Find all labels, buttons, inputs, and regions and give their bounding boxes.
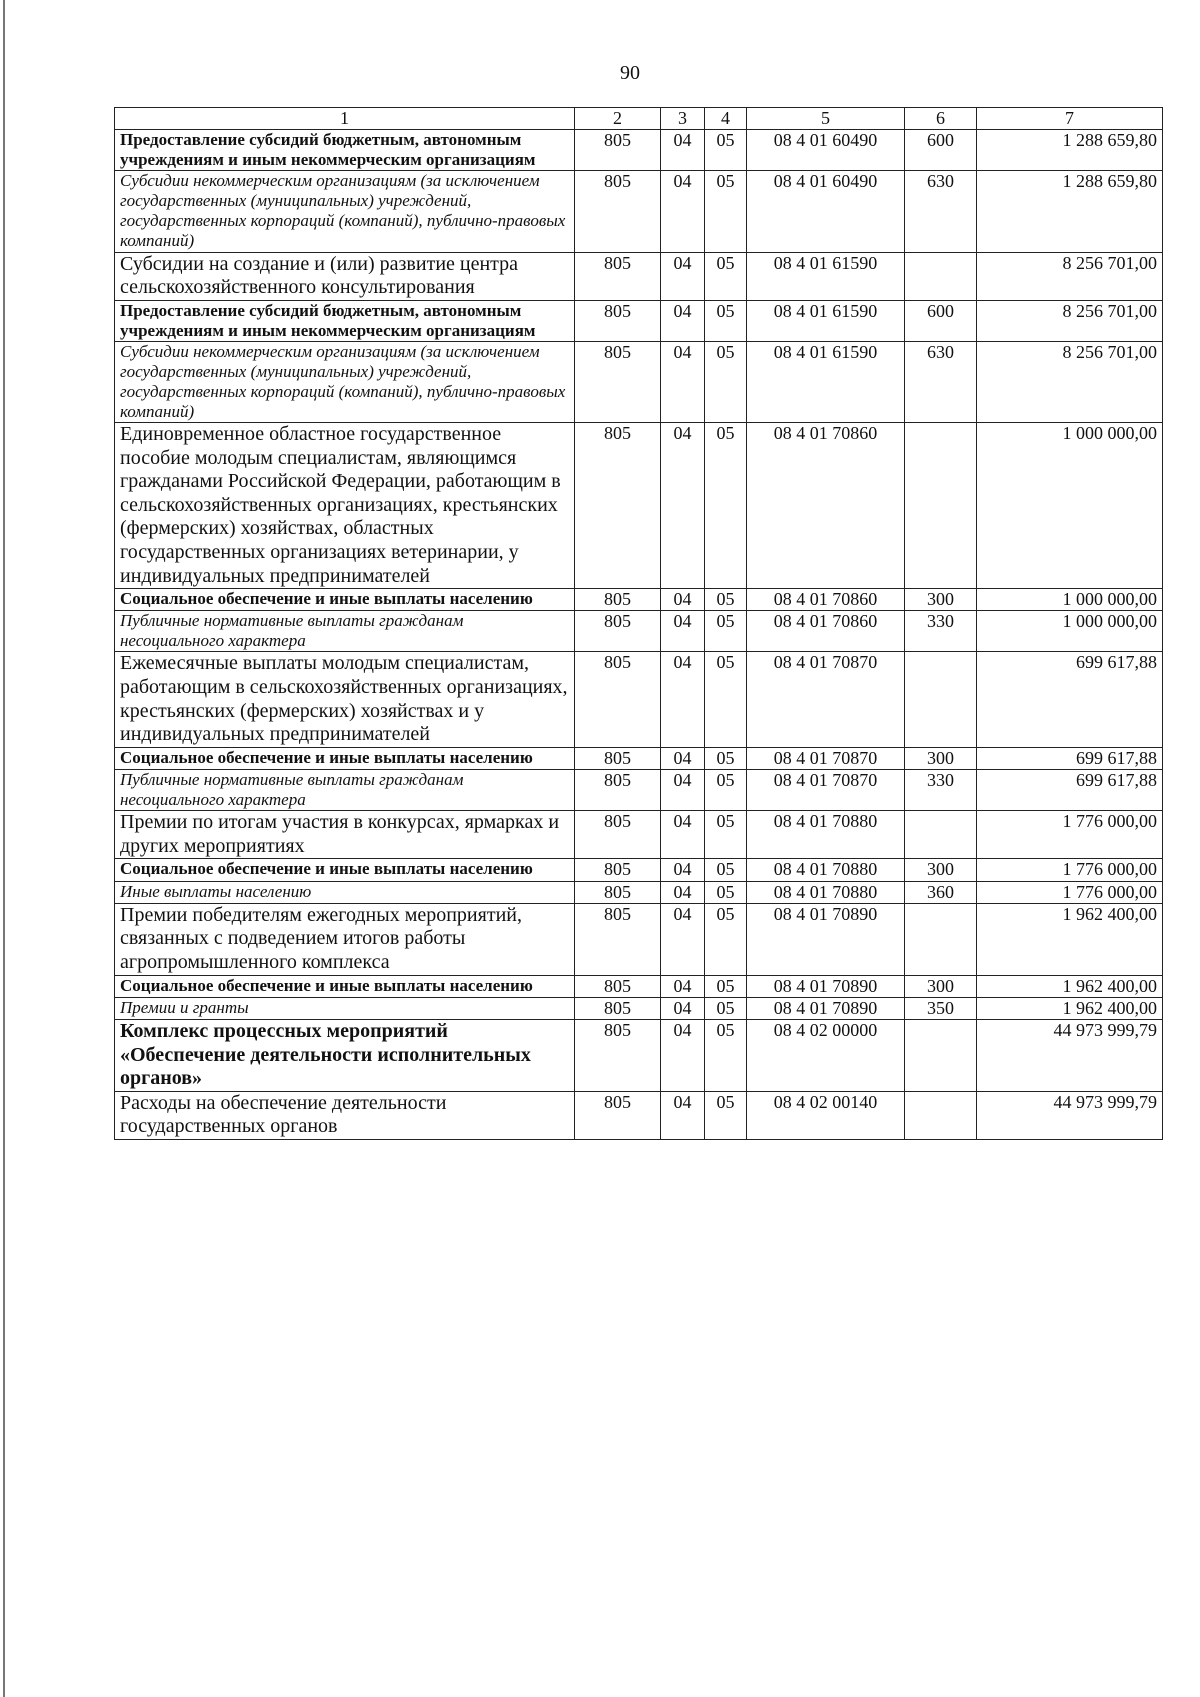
ministry-code-cell: 805 xyxy=(575,252,661,300)
table-row xyxy=(115,611,1163,652)
ministry-code-cell: 805 xyxy=(575,1020,661,1092)
expense-type-cell: 330 xyxy=(905,770,977,811)
table-row xyxy=(115,341,1163,422)
expense-name-cell: Премии и гранты xyxy=(115,997,575,1019)
table-row xyxy=(115,1020,1163,1092)
section-code-cell: 04 xyxy=(661,903,705,975)
amount-cell: 1 000 000,00 xyxy=(977,589,1163,611)
subsection-code-cell: 05 xyxy=(705,1091,747,1139)
ministry-code-cell: 805 xyxy=(575,171,661,252)
table-row xyxy=(115,859,1163,881)
subsection-code-cell: 05 xyxy=(705,589,747,611)
subsection-code-cell: 05 xyxy=(705,997,747,1019)
ministry-code-cell: 805 xyxy=(575,422,661,588)
section-code-cell: 04 xyxy=(661,859,705,881)
target-article-cell: 08 4 01 70860 xyxy=(747,589,905,611)
target-article-cell: 08 4 01 61590 xyxy=(747,300,905,341)
subsection-code-cell: 05 xyxy=(705,903,747,975)
column-header: 6 xyxy=(905,108,977,130)
amount-cell: 1 288 659,80 xyxy=(977,171,1163,252)
target-article-cell: 08 4 01 70890 xyxy=(747,997,905,1019)
page-left-edge xyxy=(3,0,5,1697)
section-code-cell: 04 xyxy=(661,652,705,747)
subsection-code-cell: 05 xyxy=(705,859,747,881)
table-row xyxy=(115,975,1163,997)
ministry-code-cell: 805 xyxy=(575,903,661,975)
section-code-cell: 04 xyxy=(661,589,705,611)
table-row xyxy=(115,903,1163,975)
expense-name-cell: Комплекс процессных мероприятий «Обеспечение деятельности исполнительных органов» xyxy=(115,1020,575,1092)
subsection-code-cell: 05 xyxy=(705,975,747,997)
expense-type-cell xyxy=(905,422,977,588)
amount-cell: 699 617,88 xyxy=(977,747,1163,769)
expense-name-cell: Премии победителям ежегодных мероприятий, связанных с подведением итогов работы агропромышленного комплекса xyxy=(115,903,575,975)
expense-type-cell xyxy=(905,1020,977,1092)
section-code-cell: 04 xyxy=(661,611,705,652)
amount-cell: 8 256 701,00 xyxy=(977,341,1163,422)
column-header: 1 xyxy=(115,108,575,130)
page-number: 90 xyxy=(620,62,640,84)
amount-cell: 44 973 999,79 xyxy=(977,1091,1163,1139)
ministry-code-cell: 805 xyxy=(575,747,661,769)
target-article-cell: 08 4 01 70870 xyxy=(747,652,905,747)
ministry-code-cell: 805 xyxy=(575,1091,661,1139)
table-row xyxy=(115,589,1163,611)
target-article-cell: 08 4 01 70870 xyxy=(747,747,905,769)
section-code-cell: 04 xyxy=(661,130,705,171)
table-row xyxy=(115,422,1163,588)
expense-name-cell: Социальное обеспечение и иные выплаты населению xyxy=(115,975,575,997)
target-article-cell: 08 4 01 60490 xyxy=(747,171,905,252)
table-row xyxy=(115,252,1163,300)
target-article-cell: 08 4 02 00000 xyxy=(747,1020,905,1092)
ministry-code-cell: 805 xyxy=(575,811,661,859)
expense-type-cell: 300 xyxy=(905,859,977,881)
subsection-code-cell: 05 xyxy=(705,171,747,252)
expense-name-cell: Премии по итогам участия в конкурсах, ярмарках и других мероприятиях xyxy=(115,811,575,859)
subsection-code-cell: 05 xyxy=(705,652,747,747)
section-code-cell: 04 xyxy=(661,422,705,588)
subsection-code-cell: 05 xyxy=(705,1020,747,1092)
target-article-cell: 08 4 02 00140 xyxy=(747,1091,905,1139)
subsection-code-cell: 05 xyxy=(705,341,747,422)
section-code-cell: 04 xyxy=(661,252,705,300)
amount-cell: 1 776 000,00 xyxy=(977,859,1163,881)
amount-cell: 1 288 659,80 xyxy=(977,130,1163,171)
table-row xyxy=(115,997,1163,1019)
expense-type-cell xyxy=(905,811,977,859)
expense-name-cell: Социальное обеспечение и иные выплаты населению xyxy=(115,747,575,769)
table-row xyxy=(115,171,1163,252)
amount-cell: 8 256 701,00 xyxy=(977,252,1163,300)
subsection-code-cell: 05 xyxy=(705,300,747,341)
amount-cell: 44 973 999,79 xyxy=(977,1020,1163,1092)
expense-type-cell: 330 xyxy=(905,611,977,652)
table-row xyxy=(115,652,1163,747)
expense-type-cell: 630 xyxy=(905,171,977,252)
target-article-cell: 08 4 01 61590 xyxy=(747,341,905,422)
ministry-code-cell: 805 xyxy=(575,770,661,811)
subsection-code-cell: 05 xyxy=(705,611,747,652)
expense-type-cell: 360 xyxy=(905,881,977,903)
amount-cell: 1 776 000,00 xyxy=(977,881,1163,903)
column-header: 2 xyxy=(575,108,661,130)
table-row xyxy=(115,770,1163,811)
expense-type-cell xyxy=(905,903,977,975)
target-article-cell: 08 4 01 70890 xyxy=(747,903,905,975)
ministry-code-cell: 805 xyxy=(575,652,661,747)
table-row xyxy=(115,811,1163,859)
table-row xyxy=(115,747,1163,769)
section-code-cell: 04 xyxy=(661,997,705,1019)
expense-name-cell: Ежемесячные выплаты молодым специалистам, работающим в сельскохозяйственных организациях, крестьянских (фермерских) хозяйствах и у индивидуальных предпринимателей xyxy=(115,652,575,747)
expense-type-cell: 300 xyxy=(905,589,977,611)
expense-name-cell: Социальное обеспечение и иные выплаты населению xyxy=(115,859,575,881)
expense-name-cell: Иные выплаты населению xyxy=(115,881,575,903)
target-article-cell: 08 4 01 70860 xyxy=(747,611,905,652)
ministry-code-cell: 805 xyxy=(575,130,661,171)
expense-type-cell: 300 xyxy=(905,747,977,769)
subsection-code-cell: 05 xyxy=(705,811,747,859)
section-code-cell: 04 xyxy=(661,171,705,252)
column-header: 7 xyxy=(977,108,1163,130)
expense-name-cell: Единовременное областное государственное пособие молодым специалистам, являющимся гражданами Российской Федерации, работающим в сельскохозяйственных организациях, крестьянских (фермерских) хозяйствах, областных государственных организациях ветеринарии, у индивидуальных предпринимателей xyxy=(115,422,575,588)
table-row xyxy=(115,881,1163,903)
expense-type-cell: 350 xyxy=(905,997,977,1019)
subsection-code-cell: 05 xyxy=(705,130,747,171)
target-article-cell: 08 4 01 70880 xyxy=(747,859,905,881)
section-code-cell: 04 xyxy=(661,770,705,811)
ministry-code-cell: 805 xyxy=(575,881,661,903)
budget-table xyxy=(114,107,1163,1140)
target-article-cell: 08 4 01 60490 xyxy=(747,130,905,171)
subsection-code-cell: 05 xyxy=(705,747,747,769)
section-code-cell: 04 xyxy=(661,1020,705,1092)
target-article-cell: 08 4 01 70880 xyxy=(747,881,905,903)
section-code-cell: 04 xyxy=(661,881,705,903)
subsection-code-cell: 05 xyxy=(705,881,747,903)
target-article-cell: 08 4 01 61590 xyxy=(747,252,905,300)
expense-type-cell: 630 xyxy=(905,341,977,422)
column-header: 4 xyxy=(705,108,747,130)
table-row xyxy=(115,1091,1163,1139)
ministry-code-cell: 805 xyxy=(575,300,661,341)
target-article-cell: 08 4 01 70880 xyxy=(747,811,905,859)
amount-cell: 1 962 400,00 xyxy=(977,903,1163,975)
ministry-code-cell: 805 xyxy=(575,859,661,881)
target-article-cell: 08 4 01 70890 xyxy=(747,975,905,997)
amount-cell: 1 962 400,00 xyxy=(977,997,1163,1019)
amount-cell: 8 256 701,00 xyxy=(977,300,1163,341)
expense-type-cell xyxy=(905,252,977,300)
subsection-code-cell: 05 xyxy=(705,252,747,300)
expense-type-cell: 600 xyxy=(905,130,977,171)
subsection-code-cell: 05 xyxy=(705,422,747,588)
ministry-code-cell: 805 xyxy=(575,997,661,1019)
section-code-cell: 04 xyxy=(661,341,705,422)
amount-cell: 699 617,88 xyxy=(977,652,1163,747)
expense-type-cell xyxy=(905,1091,977,1139)
column-header: 3 xyxy=(661,108,705,130)
expense-name-cell: Субсидии некоммерческим организациям (за исключением государственных (муниципальных) учреждений, государственных корпораций (компаний), публично-правовых компаний) xyxy=(115,171,575,252)
section-code-cell: 04 xyxy=(661,811,705,859)
amount-cell: 1 000 000,00 xyxy=(977,611,1163,652)
amount-cell: 1 776 000,00 xyxy=(977,811,1163,859)
ministry-code-cell: 805 xyxy=(575,611,661,652)
expense-name-cell: Субсидии на создание и (или) развитие центра сельскохозяйственного консультирования xyxy=(115,252,575,300)
ministry-code-cell: 805 xyxy=(575,589,661,611)
section-code-cell: 04 xyxy=(661,747,705,769)
expense-name-cell: Социальное обеспечение и иные выплаты населению xyxy=(115,589,575,611)
column-header: 5 xyxy=(747,108,905,130)
table-row xyxy=(115,300,1163,341)
ministry-code-cell: 805 xyxy=(575,975,661,997)
expense-type-cell xyxy=(905,652,977,747)
amount-cell: 1 000 000,00 xyxy=(977,422,1163,588)
expense-type-cell: 600 xyxy=(905,300,977,341)
expense-type-cell: 300 xyxy=(905,975,977,997)
column-number-row xyxy=(115,108,1163,130)
subsection-code-cell: 05 xyxy=(705,770,747,811)
section-code-cell: 04 xyxy=(661,1091,705,1139)
expense-name-cell: Публичные нормативные выплаты гражданам несоциального характера xyxy=(115,770,575,811)
budget-table-body xyxy=(115,108,1163,1140)
expense-name-cell: Субсидии некоммерческим организациям (за исключением государственных (муниципальных) учреждений, государственных корпораций (компаний), публично-правовых компаний) xyxy=(115,341,575,422)
expense-name-cell: Предоставление субсидий бюджетным, автономным учреждениям и иным некоммерческим организациям xyxy=(115,300,575,341)
amount-cell: 1 962 400,00 xyxy=(977,975,1163,997)
expense-name-cell: Публичные нормативные выплаты гражданам несоциального характера xyxy=(115,611,575,652)
target-article-cell: 08 4 01 70870 xyxy=(747,770,905,811)
table-row xyxy=(115,130,1163,171)
expense-name-cell: Предоставление субсидий бюджетным, автономным учреждениям и иным некоммерческим организациям xyxy=(115,130,575,171)
section-code-cell: 04 xyxy=(661,975,705,997)
amount-cell: 699 617,88 xyxy=(977,770,1163,811)
ministry-code-cell: 805 xyxy=(575,341,661,422)
target-article-cell: 08 4 01 70860 xyxy=(747,422,905,588)
expense-name-cell: Расходы на обеспечение деятельности государственных органов xyxy=(115,1091,575,1139)
section-code-cell: 04 xyxy=(661,300,705,341)
